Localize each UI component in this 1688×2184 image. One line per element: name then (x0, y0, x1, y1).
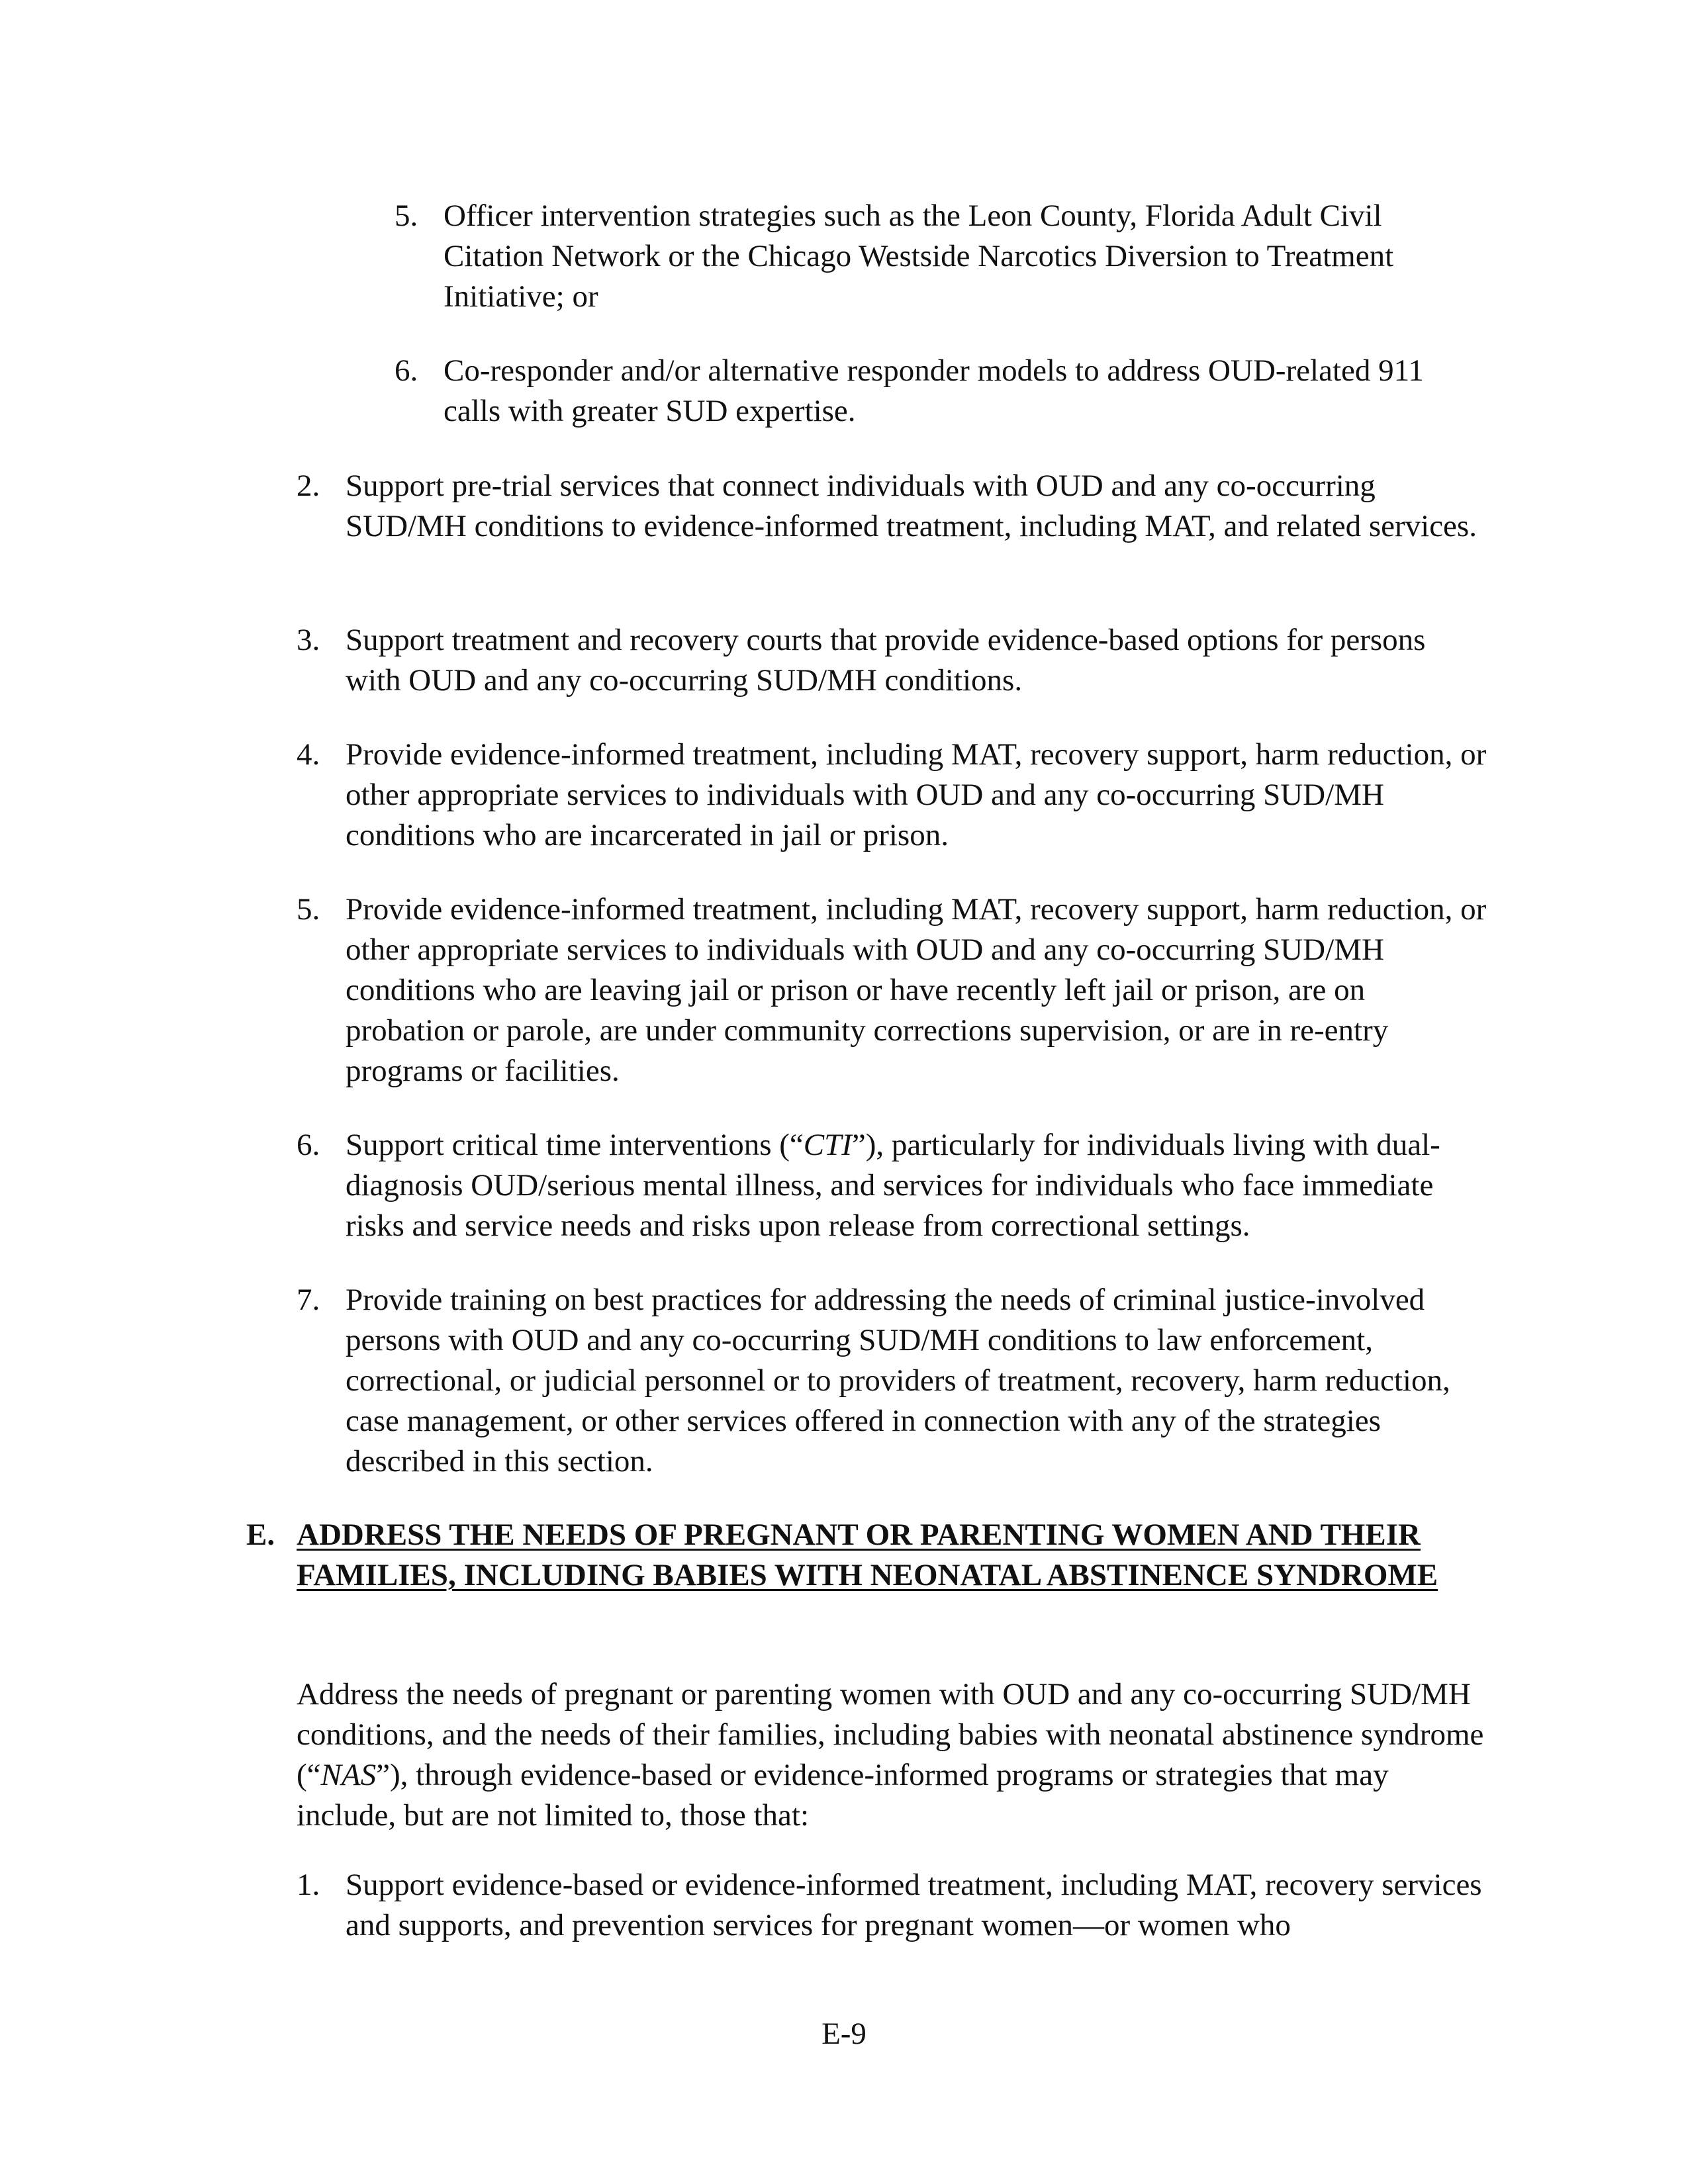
list-item-text: Officer intervention strategies such as the Leon County, Florida Adult Civil Citation Network or the Chicago Westside Narcotics Diversion to Treatment Initiative; or (444, 199, 1394, 314)
list-item-text: Provide evidence-informed treatment, including MAT, recovery support, harm reduction, or other appropriate services to individuals with OUD and any co-occurring SUD/MH conditions who are incarcerated in jail or prison. (346, 737, 1487, 852)
nas-abbreviation: NAS (320, 1758, 377, 1792)
list-number: 7. (297, 1283, 320, 1317)
section-title: ADDRESS THE NEEDS OF PREGNANT OR PARENTING WOMEN AND THEIR FAMILIES, INCLUDING BABIES WITH NEONATAL ABSTINENCE SYNDROME (297, 1518, 1438, 1592)
list-item-text: Support treatment and recovery courts that provide evidence-based options for persons with OUD and any co-occurring SUD/MH conditions. (346, 623, 1426, 698)
section-letter: E. (246, 1518, 275, 1552)
list-number: 6. (395, 353, 418, 388)
page-number: E-9 (821, 2017, 867, 2051)
list-number: 5. (297, 892, 320, 927)
list-item-text: Provide training on best practices for addressing the needs of criminal justice-involved persons with OUD and any co-occurring SUD/MH conditions to law enforcement, correctional, or judicial personnel or to providers of treatment, recovery, harm reduction, case management, or other services offered in connection with any of the strategies described in this section. (346, 1283, 1450, 1479)
list-item (297, 620, 1488, 701)
list-number: 2. (297, 469, 320, 503)
list-item (297, 735, 1488, 856)
list-item (297, 1280, 1488, 1482)
cti-abbreviation: CTI (803, 1128, 852, 1162)
section-e-heading (246, 1515, 1491, 1596)
list-item-text: Support pre-trial services that connect individuals with OUD and any co-occurring SUD/MH conditions to evidence-informed treatment, including MAT, and related services. (346, 469, 1477, 543)
list-item (297, 1125, 1488, 1246)
sub-list-item (395, 351, 1480, 432)
list-item-text: Co-responder and/or alternative responder models to address OUD-related 911 calls with greater SUD expertise. (444, 353, 1424, 428)
list-item (297, 466, 1488, 547)
list-item (297, 889, 1488, 1091)
list-number: 5. (395, 199, 418, 233)
list-item-text: Provide evidence-informed treatment, including MAT, recovery support, harm reduction, or other appropriate services to individuals with OUD and any co-occurring SUD/MH conditions who are leaving jail or prison or have recently left jail or prison, are on probation or parole, are under community corrections supervision, or are in re-entry programs or facilities. (346, 892, 1487, 1088)
list-number: 3. (297, 623, 320, 657)
section-intro-paragraph: Address the needs of pregnant or parenting women with OUD and any co-occurring SUD/MH conditions, and the needs of their families, including babies with neonatal abstinence syndrome (“NAS”), through evidence-based or evidence-informed programs or strategies that may include, but are not limited to, those that: (297, 1677, 1484, 1833)
sub-list-item (395, 196, 1480, 317)
list-number: 1. (297, 1868, 320, 1902)
list-item-text: Support evidence-based or evidence-informed treatment, including MAT, recovery services and supports, and prevention services for pregnant women—or women who (346, 1868, 1482, 1942)
list-number: 6. (297, 1128, 320, 1162)
list-item-text: Support critical time interventions (“CTI”), particularly for individuals living with dual-diagnosis OUD/serious mental illness, and services for individuals who face immediate risks and service needs and risks upon release from correctional settings. (346, 1128, 1440, 1243)
list-number: 4. (297, 737, 320, 772)
list-item (297, 1865, 1488, 1946)
